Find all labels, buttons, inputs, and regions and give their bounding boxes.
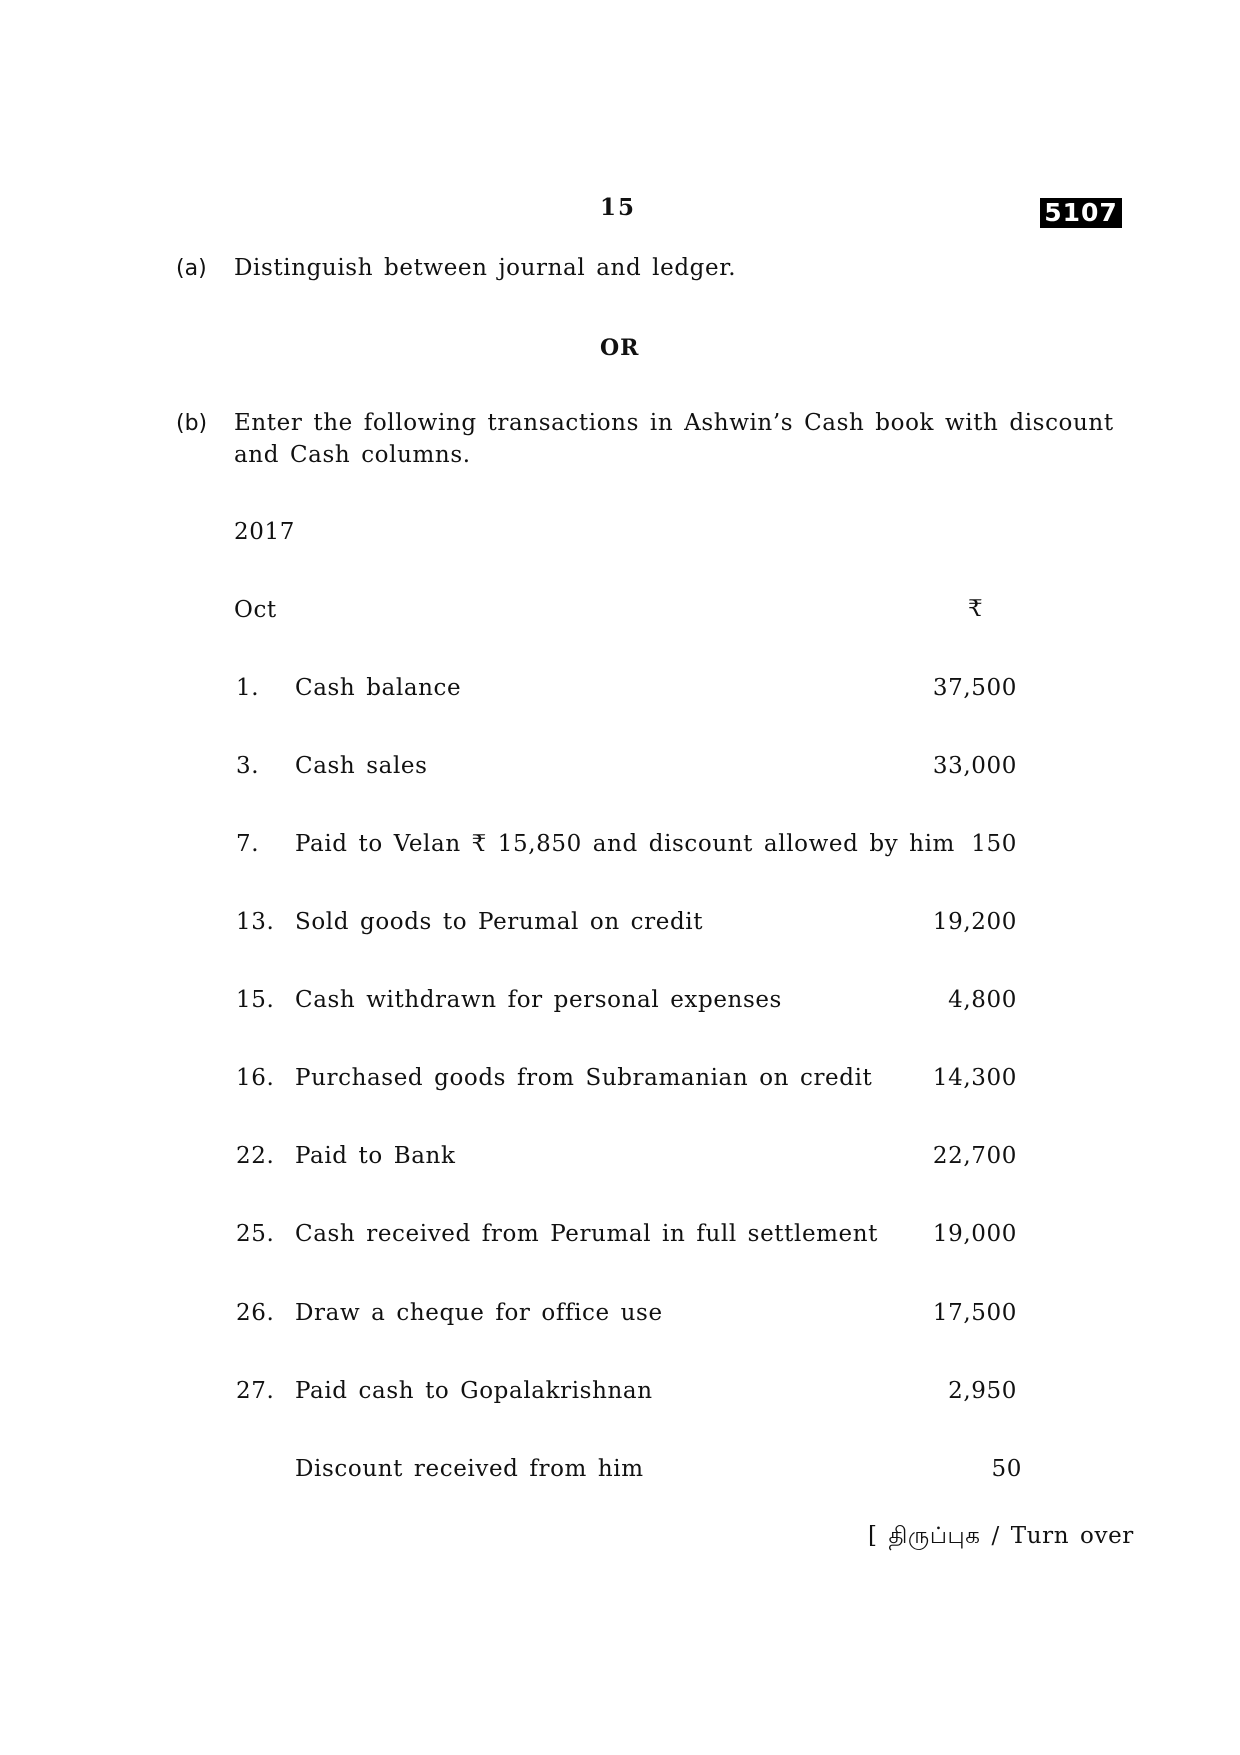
transaction-description: Discount received from him (295, 1456, 644, 1482)
transaction-description: Purchased goods from Subramanian on credit (295, 1065, 873, 1091)
transaction-amount: 33,000 (932, 753, 1017, 779)
transaction-amount: 19,200 (932, 909, 1017, 935)
transaction-description: Paid to Bank (295, 1143, 456, 1169)
transaction-date: 25. (236, 1221, 275, 1247)
transaction-description: Paid cash to Gopalakrishnan (295, 1378, 653, 1404)
transaction-date: 13. (236, 909, 275, 935)
transaction-date: 3. (236, 753, 260, 779)
transaction-description: Cash received from Perumal in full settlement (295, 1221, 879, 1247)
transaction-description: Paid to Velan ₹ 15,850 and discount allowed by him (295, 831, 955, 857)
transaction-amount: 17,500 (932, 1300, 1017, 1326)
year-label: 2017 (234, 519, 295, 545)
transaction-amount: 37,500 (932, 675, 1017, 701)
transaction-description: Draw a cheque for office use (295, 1300, 663, 1326)
month-label: Oct (234, 597, 277, 623)
paper-code-badge: 5107 (1040, 198, 1122, 228)
transaction-amount: 22,700 (932, 1143, 1017, 1169)
transaction-description: Cash withdrawn for personal expenses (295, 987, 782, 1013)
question-b-label: (b) (176, 411, 208, 436)
transaction-amount: 150 (971, 831, 1017, 857)
question-b-line1: Enter the following transactions in Ashwin’s Cash book with discount (234, 410, 1114, 436)
transaction-amount: 14,300 (932, 1065, 1017, 1091)
transaction-date: 22. (236, 1143, 275, 1169)
page-number: 15 (600, 194, 637, 221)
transaction-amount: 50 (991, 1456, 1022, 1482)
transaction-amount: 4,800 (948, 987, 1017, 1013)
transaction-amount: 19,000 (932, 1221, 1017, 1247)
transaction-date: 7. (236, 831, 260, 857)
transaction-description: Cash sales (295, 753, 428, 779)
transaction-date: 1. (236, 675, 260, 701)
question-a-label: (a) (176, 256, 207, 281)
or-separator: OR (600, 335, 640, 361)
transaction-description: Sold goods to Perumal on credit (295, 909, 704, 935)
transaction-date: 27. (236, 1378, 275, 1404)
transaction-date: 15. (236, 987, 275, 1013)
transaction-amount: 2,950 (948, 1378, 1017, 1404)
question-b-line2: and Cash columns. (234, 442, 471, 468)
transaction-date: 16. (236, 1065, 275, 1091)
turn-over-note: [ திருப்புக / Turn over (868, 1523, 1134, 1549)
transaction-date: 26. (236, 1300, 275, 1326)
transaction-description: Cash balance (295, 675, 462, 701)
currency-header: ₹ (968, 596, 984, 622)
question-a-text: Distinguish between journal and ledger. (234, 255, 737, 281)
